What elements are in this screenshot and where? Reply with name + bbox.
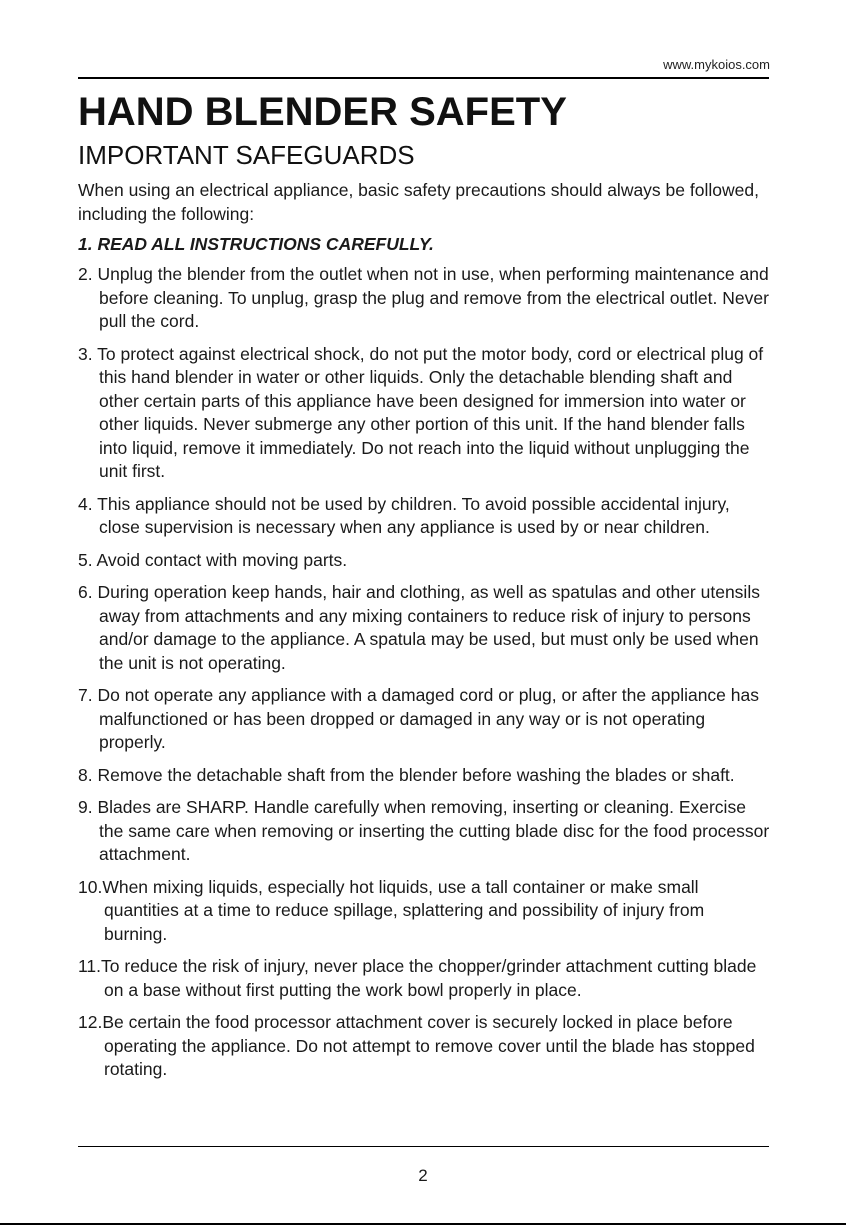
list-item-3: 3. To protect against electrical shock, do not put the motor body, cord or electrical plug of this hand blender in water or other liquids. Only the detachable blending shaft and other certain parts of this appliance have been designed for immersion into water or other liquids. Never submerge any other portion of this unit. If the hand blender falls into liquid, remove it immediately. Do not reach into the liquid without unplugging the unit first. — [78, 343, 764, 481]
list-item-11: 11.To reduce the risk of injury, never place the chopper/grinder attachment cutting blade on a base without first putting the work bowl properly in place. — [78, 956, 757, 1000]
page-number: 2 — [418, 1166, 428, 1185]
page-title: HAND BLENDER SAFETY — [78, 90, 567, 134]
list-item-1: 1. READ ALL INSTRUCTIONS CAREFULLY. — [78, 234, 434, 254]
list-item-9: 9. Blades are SHARP. Handle carefully when removing, inserting or cleaning. Exercise the same care when removing or inserting the cutting blade disc for the food processor attachment. — [78, 797, 770, 864]
list-item-4: 4. This appliance should not be used by children. To avoid possible accidental injury, close supervision is necessary when any appliance is used by or near children. — [78, 493, 730, 537]
list-item-5: 5. Avoid contact with moving parts. — [78, 549, 348, 570]
page-subtitle: IMPORTANT SAFEGUARDS — [78, 140, 415, 170]
page-bottom-edge — [0, 1223, 846, 1225]
list-item-10: 10.When mixing liquids, especially hot liquids, use a tall container or make small quantities at a time to reduce spillage, splattering and possibility of injury from burning. — [78, 876, 705, 944]
safeguards-list — [78, 263, 770, 1091]
list-item-8: 8. Remove the detachable shaft from the blender before washing the blades or shaft. — [78, 764, 735, 785]
intro-paragraph: When using an electrical appliance, basic safety precautions should always be followed, including the following: — [78, 180, 759, 224]
footer-divider — [78, 1146, 769, 1147]
header-divider — [78, 77, 769, 79]
website-url: www.mykoios.com — [663, 57, 770, 72]
list-item-2: 2. Unplug the blender from the outlet when not in use, when performing maintenance and before cleaning. To unplug, grasp the plug and remove from the electrical outlet. Never pull the cord. — [78, 264, 769, 331]
list-item-12: 12.Be certain the food processor attachment cover is securely locked in place before operating the appliance. Do not attempt to remove cover until the blade has stopped rotating. — [78, 1012, 755, 1079]
list-item-6: 6. During operation keep hands, hair and clothing, as well as spatulas and other utensils away from attachments and any mixing containers to reduce risk of injury to persons and/or damage to the appliance. A spatula may be used, but must only be used when the unit is not operating. — [78, 582, 760, 673]
list-item-7: 7. Do not operate any appliance with a damaged cord or plug, or after the appliance has malfunctioned or has been dropped or damaged in any way or is not operating properly. — [78, 685, 759, 752]
